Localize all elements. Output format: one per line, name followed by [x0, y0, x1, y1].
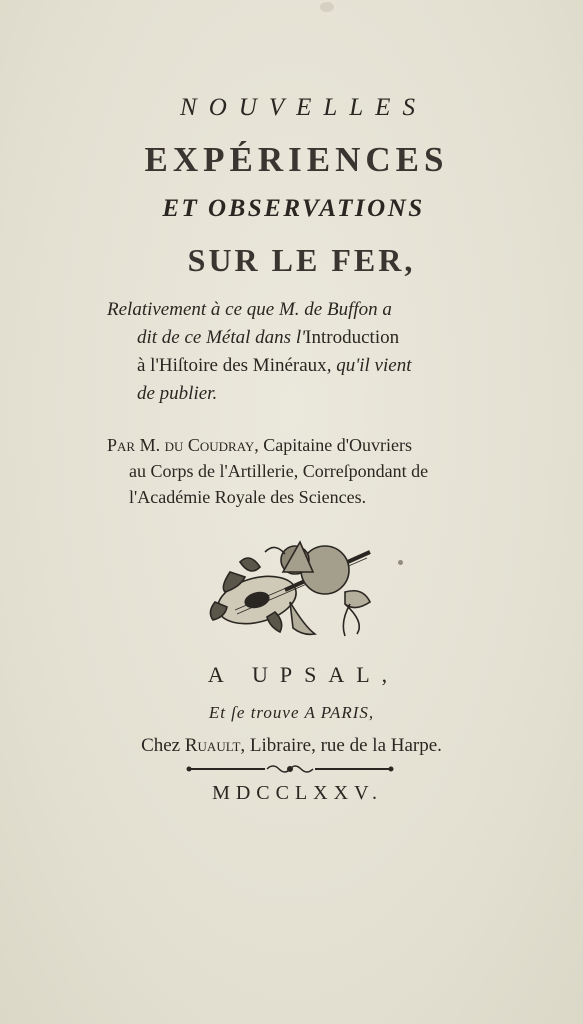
- printer-rest: , Libraire, rue de la Harpe.: [240, 735, 442, 756]
- subtitle-line-3-italic: , qu'il vient: [326, 355, 412, 376]
- subtitle-line-3-roman: à l'Hiſtoire des Minéraux: [137, 355, 327, 376]
- title-line-1: NOUVELLES: [180, 94, 427, 121]
- lute-and-flowers-vignette-icon: [205, 532, 380, 647]
- subtitle-line-4: de publier.: [137, 383, 218, 404]
- imprint-place: A UPSAL,: [207, 662, 400, 687]
- subtitle-line-2-roman: Introduction: [305, 327, 400, 348]
- paper-spot: [320, 2, 334, 12]
- author-title: , Capitaine d'Ouvriers: [254, 435, 412, 455]
- imprint-paris-line: Et ſe trouve A PARIS,: [208, 703, 375, 722]
- author-line-2: au Corps de l'Artillerie, Correſpondant de: [129, 461, 429, 481]
- paper-spot: [398, 560, 403, 565]
- subtitle-line-1: Relativement à ce que M. de Buffon a: [107, 299, 392, 320]
- printer-prefix: Chez: [141, 735, 185, 756]
- decorative-rule-icon: [185, 762, 395, 781]
- author-line-1: [107, 432, 412, 458]
- title-line-3: ET OBSERVATIONS: [162, 195, 425, 222]
- imprint-printer-line: [0, 735, 583, 757]
- title-line-2: EXPÉRIENCES: [144, 140, 449, 179]
- subtitle-line-2: [137, 324, 399, 351]
- author-name: Par M. du Coudray: [107, 435, 255, 455]
- subtitle-line-2-italic: dit de ce Métal dans l': [137, 327, 306, 348]
- imprint-date: MDCCLXXV.: [212, 782, 383, 804]
- title-line-4: SUR LE FER,: [187, 242, 416, 278]
- author-line-3: l'Académie Royale des Sciences.: [129, 487, 367, 507]
- subtitle-line-3: [137, 352, 411, 379]
- printer-name: Ruault: [184, 735, 241, 756]
